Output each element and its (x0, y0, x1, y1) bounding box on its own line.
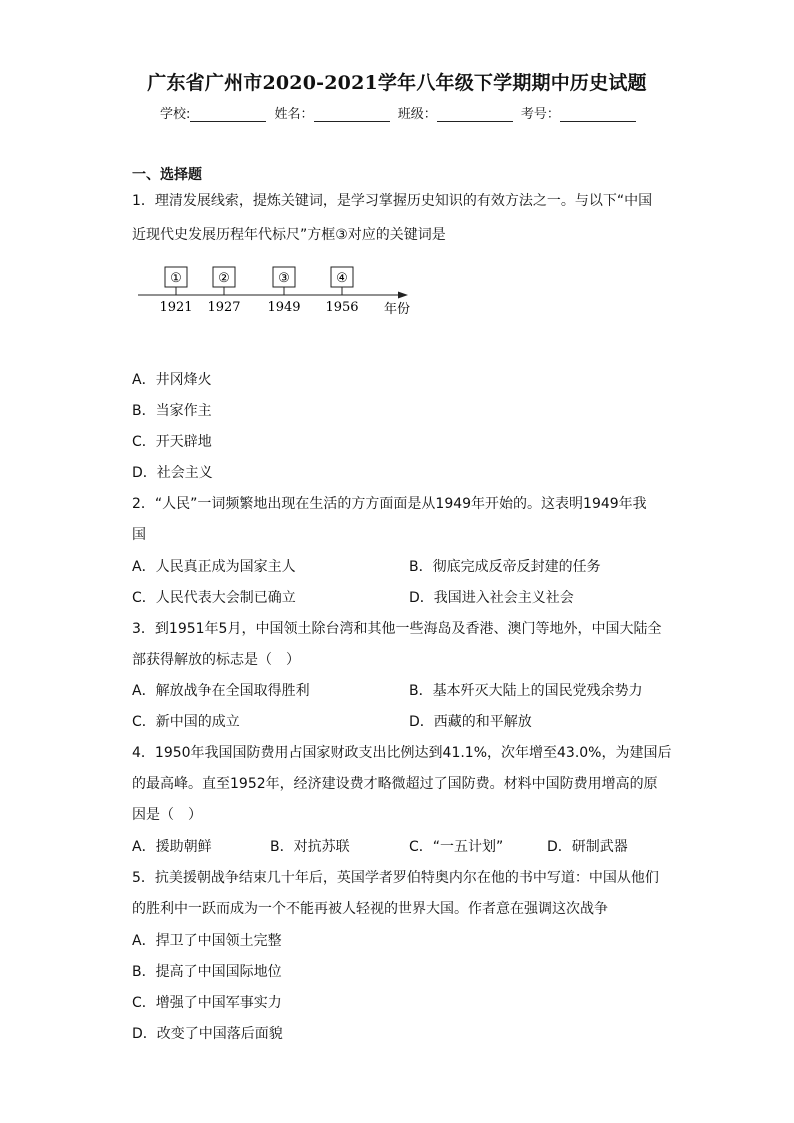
timeline-axis-label: 年份 (384, 302, 411, 317)
timeline-box-label-4: ④ (336, 271, 348, 286)
q2-option-a[interactable]: A．人民真正成为国家主人 (132, 559, 296, 575)
number-blank (560, 107, 636, 122)
q3-option-c[interactable]: C．新中国的成立 (132, 714, 240, 730)
name-blank (314, 107, 390, 122)
q4-option-c[interactable]: C．“一五计划” (409, 839, 504, 855)
timeline-svg (132, 262, 432, 322)
q4-stem-line3: 因是（ ） (132, 807, 202, 823)
q2-option-b[interactable]: B．彻底完成反帝反封建的任务 (409, 559, 601, 575)
q5-option-a[interactable]: A．捍卫了中国领土完整 (132, 933, 282, 949)
q1-option-a[interactable]: A．井冈烽火 (132, 372, 212, 388)
q1-option-c[interactable]: C．开天辟地 (132, 434, 212, 450)
q1-timeline (132, 262, 432, 322)
school-blank (190, 107, 266, 122)
q3-stem-line2: 部获得解放的标志是（ ） (132, 652, 300, 668)
q4-stem-line2: 的最高峰。直至1952年，经济建设费才略微超过了国防费。材料中国防费用增高的原 (132, 776, 658, 792)
school-label: 学校: (160, 107, 191, 122)
q4-option-b[interactable]: B．对抗苏联 (270, 839, 350, 855)
timeline-arrow (398, 292, 408, 299)
q1-stem-line1: 1．理清发展线索，提炼关键词，是学习掌握历史知识的有效方法之一。与以下“中国 (132, 193, 653, 209)
class-blank (437, 107, 513, 122)
name-label: 姓名： (274, 107, 314, 122)
q2-option-c[interactable]: C．人民代表大会制已确立 (132, 590, 296, 606)
q4-stem-line1: 4．1950年我国国防费用占国家财政支出比例达到41.1%，次年增至43.0%，为建国后 (132, 745, 672, 761)
q4-option-a[interactable]: A．援助朝鲜 (132, 839, 212, 855)
q4-option-d[interactable]: D．研制武器 (547, 839, 628, 855)
q5-stem-line1: 5．抗美援朝战争结束几十年后，英国学者罗伯特奥内尔在他的书中写道：中国从他们 (132, 870, 659, 886)
q1-stem-line2: 近现代史发展历程年代标尺”方框③对应的关键词是 (132, 227, 446, 243)
q5-option-d[interactable]: D．改变了中国落后面貌 (132, 1026, 283, 1042)
timeline-box-label-2: ② (218, 271, 230, 286)
q2-option-d[interactable]: D．我国进入社会主义社会 (409, 590, 574, 606)
q2-stem-line1: 2．“人民”一词频繁地出现在生活的方方面面是从1949年开始的。这表明1949年我 (132, 496, 647, 512)
timeline-box-label-1: ① (170, 271, 182, 286)
student-info-row (160, 103, 640, 122)
q5-stem-line2: 的胜利中一跃而成为一个不能再被人轻视的世界大国。作者意在强调这次战争 (132, 901, 608, 917)
q3-option-a[interactable]: A．解放战争在全国取得胜利 (132, 683, 310, 699)
q5-option-c[interactable]: C．增强了中国军事实力 (132, 995, 282, 1011)
q3-option-d[interactable]: D．西藏的和平解放 (409, 714, 532, 730)
q1-option-b[interactable]: B．当家作主 (132, 403, 212, 419)
q3-stem-line1: 3．到1951年5月，中国领土除台湾和其他一些海岛及香港、澳门等地外，中国大陆全 (132, 621, 662, 637)
q1-option-d[interactable]: D．社会主义 (132, 465, 213, 481)
section-title: 一、选择题 (132, 167, 202, 183)
number-label: 考号： (520, 107, 560, 122)
q2-stem-line2: 国 (132, 527, 146, 543)
q5-option-b[interactable]: B．提高了中国国际地位 (132, 964, 282, 980)
timeline-year-3: 1949 (267, 300, 301, 315)
timeline-year-1: 1921 (159, 300, 193, 315)
exam-title: 广东省广州市2020-2021学年八年级下学期期中历史试题 (147, 72, 647, 94)
timeline-year-2: 1927 (207, 300, 241, 315)
q3-option-b[interactable]: B．基本歼灭大陆上的国民党残余势力 (409, 683, 643, 699)
timeline-year-4: 1956 (325, 300, 359, 315)
class-label: 班级： (397, 107, 437, 122)
timeline-box-label-3: ③ (278, 271, 290, 286)
